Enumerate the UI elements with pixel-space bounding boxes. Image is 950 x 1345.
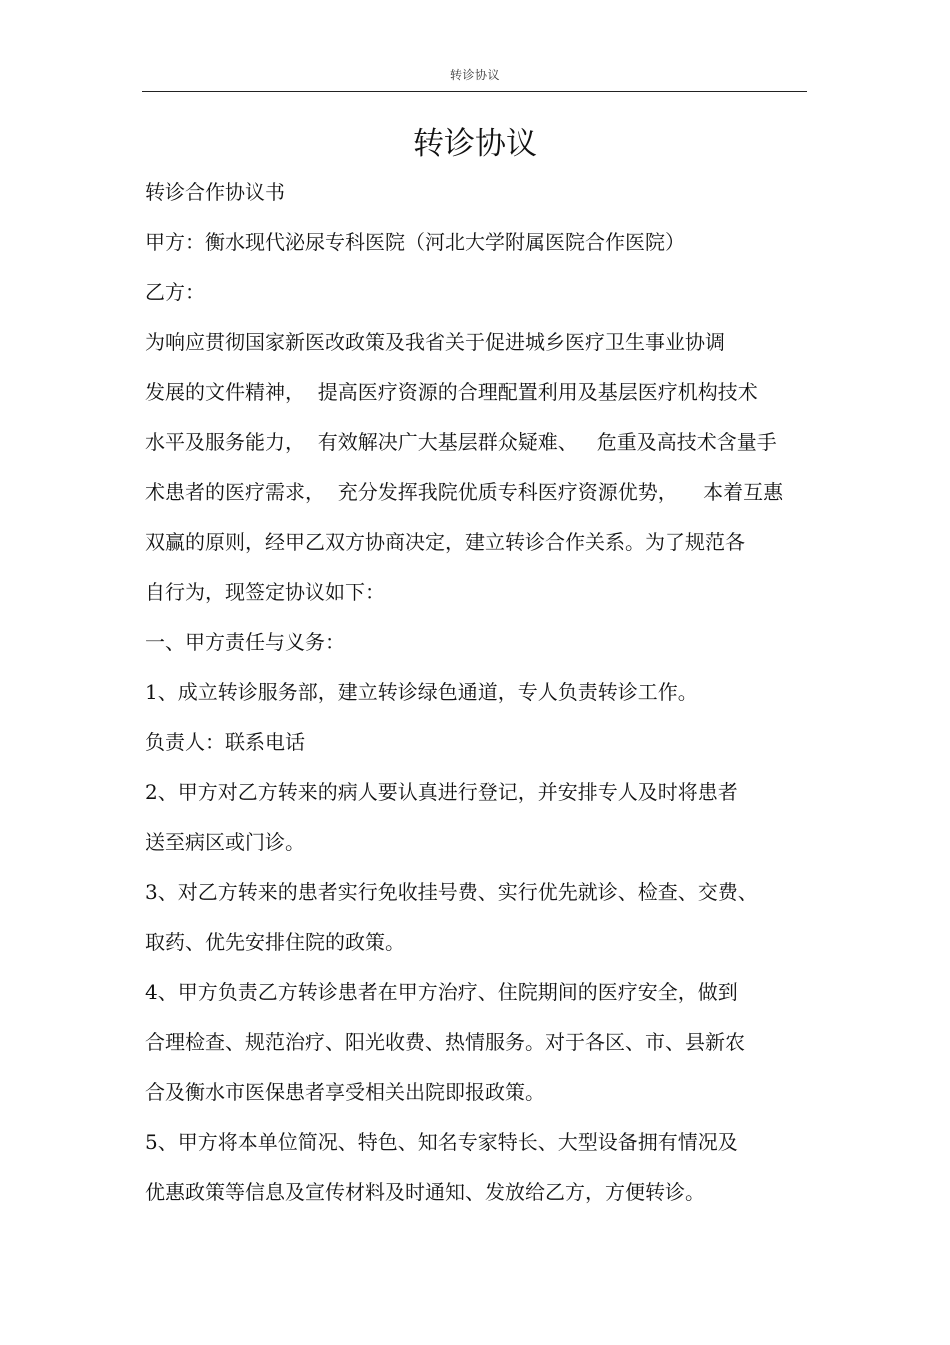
body-line: 双赢的原则，经甲乙双方协商决定，建立转诊合作关系。为了规范各	[145, 530, 745, 554]
party-b-line: 乙方：	[145, 280, 205, 304]
clause-item: 2、甲方对乙方转来的病人要认真进行登记，并安排专人及时将患者	[145, 780, 738, 804]
party-a-line: 甲方：衡水现代泌尿专科医院（河北大学附属医院合作医院）	[145, 230, 685, 254]
section-heading: 一、甲方责任与义务：	[145, 630, 345, 654]
body-line: 术患者的医疗需求， 充分发挥我院优质专科医疗资源优势， 本着互惠	[145, 480, 784, 504]
running-header: 转诊协议	[449, 68, 500, 82]
clause-item: 取药、优先安排住院的政策。	[145, 930, 405, 954]
clause-item: 4、甲方负责乙方转诊患者在甲方治疗、住院期间的医疗安全，做到	[145, 980, 738, 1004]
clause-item: 合及衡水市医保患者享受相关出院即报政策。	[145, 1080, 545, 1104]
body-line: 发展的文件精神， 提高医疗资源的合理配置利用及基层医疗机构技术	[145, 380, 758, 404]
body-line: 为响应贯彻国家新医改政策及我省关于促进城乡医疗卫生事业协调	[145, 330, 725, 354]
clause-item: 3、对乙方转来的患者实行免收挂号费、实行优先就诊、检查、交费、	[145, 880, 758, 904]
body-line: 自行为，现签定协议如下：	[145, 580, 385, 604]
clause-item: 1、成立转诊服务部，建立转诊绿色通道，专人负责转诊工作。	[145, 680, 698, 704]
clause-item: 优惠政策等信息及宣传材料及时通知、发放给乙方，方便转诊。	[145, 1180, 705, 1204]
clause-item: 送至病区或门诊。	[145, 830, 305, 854]
clause-item: 5、甲方将本单位简况、特色、知名专家特长、大型设备拥有情况及	[145, 1130, 738, 1154]
clause-item: 合理检查、规范治疗、阳光收费、热情服务。对于各区、市、县新农	[145, 1030, 745, 1054]
subtitle-line: 转诊合作协议书	[145, 180, 285, 204]
document-title: 转诊协议	[413, 126, 537, 162]
header-divider	[142, 91, 807, 92]
body-line: 水平及服务能力， 有效解决广大基层群众疑难、 危重及高技术含量手	[145, 430, 777, 454]
contact-line: 负责人：联系电话	[145, 730, 305, 754]
